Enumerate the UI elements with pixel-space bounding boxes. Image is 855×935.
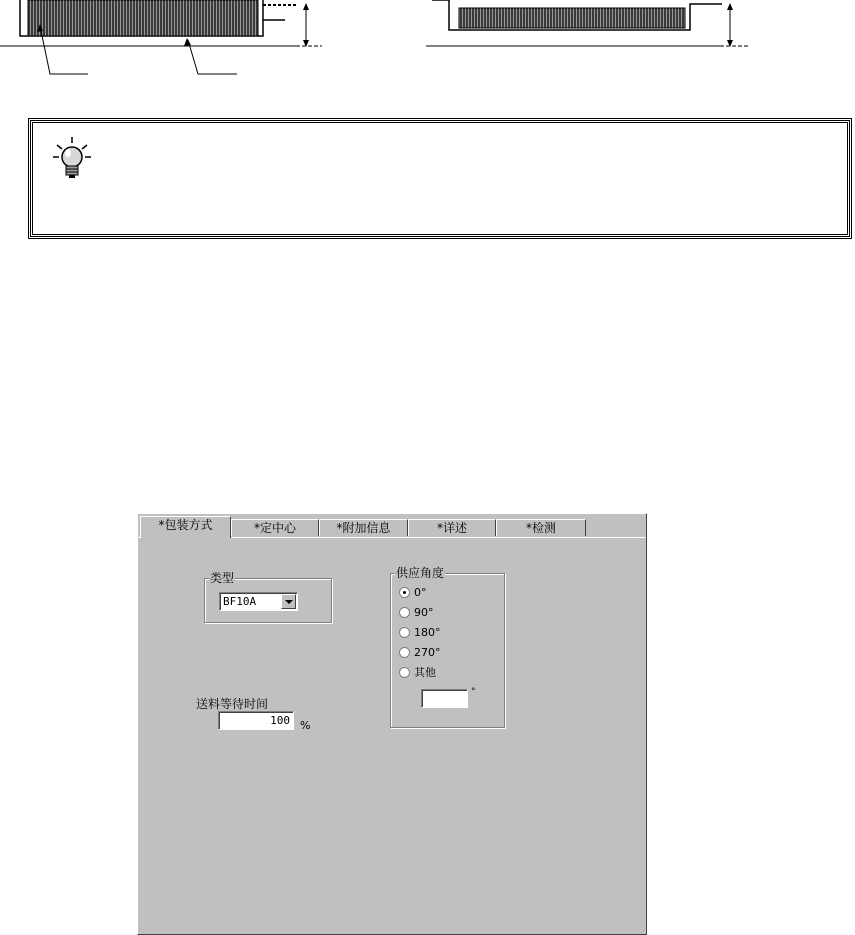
supply-angle-groupbox — [390, 566, 505, 728]
angle-option-label: 270° — [414, 646, 441, 659]
type-group-label: 类型 — [210, 571, 235, 585]
radio-0-checked[interactable] — [399, 587, 410, 598]
supply-angle-group-label: 供应角度 — [396, 566, 445, 580]
component-settings-dialog — [137, 513, 647, 935]
radio-270[interactable] — [399, 647, 410, 658]
tab-bar — [138, 516, 646, 536]
tab-packaging[interactable]: *包装方式 — [140, 516, 231, 538]
feeder-diagram — [0, 0, 855, 90]
angle-option-label: 其他 — [414, 666, 436, 679]
angle-option-label: 0° — [414, 586, 427, 599]
type-select[interactable] — [219, 592, 298, 611]
right-tape-figure — [426, 0, 750, 47]
other-angle-unit: ° — [471, 687, 476, 697]
wait-time-unit: % — [300, 719, 311, 732]
radio-90[interactable] — [399, 607, 410, 618]
angle-option-label: 180° — [414, 626, 441, 639]
tip-box — [28, 118, 852, 239]
radio-180[interactable] — [399, 627, 410, 638]
type-select-value: BF10A — [223, 595, 257, 608]
left-tape-figure — [0, 0, 322, 74]
other-angle-input[interactable] — [421, 689, 468, 708]
wait-time-input[interactable]: 100 — [218, 711, 294, 730]
wait-time-label: 送料等待时间 — [196, 697, 269, 711]
tab-additional-info[interactable]: *附加信息 — [319, 519, 408, 536]
tab-centering[interactable]: *定中心 — [231, 519, 319, 536]
chevron-down-icon[interactable] — [281, 594, 296, 609]
tab-details[interactable]: *详述 — [408, 519, 496, 536]
lightbulb-icon — [53, 135, 91, 179]
radio-other[interactable] — [399, 667, 410, 678]
tab-inspection[interactable]: *检测 — [496, 519, 586, 536]
type-groupbox — [204, 571, 332, 623]
angle-option-label: 90° — [414, 606, 434, 619]
